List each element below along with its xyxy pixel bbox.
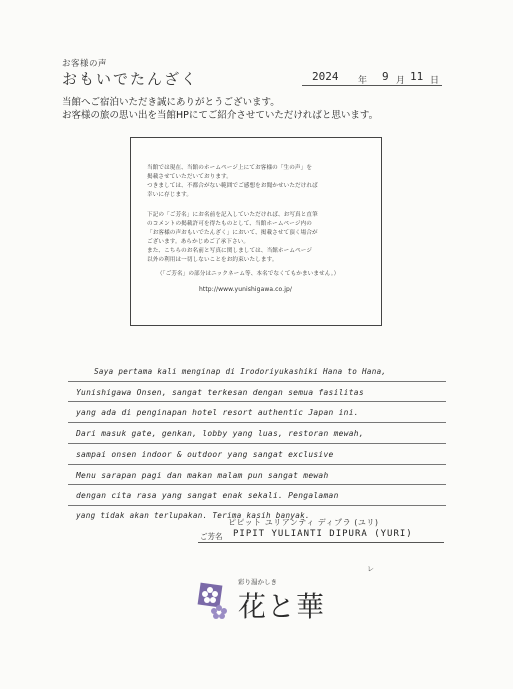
notice-line: また、こちらのお名前と写真に関しましては、当館ホームページ (147, 248, 313, 254)
date-field (302, 70, 442, 86)
notice-line: 「お客様の声おもいでたんざく」において、掲載させて頂く場合が (147, 230, 318, 236)
message-line: Saya pertama kali menginap di Irodoriyukashiki Hana to Hana, (94, 367, 387, 376)
name-label: ご芳名 (200, 532, 223, 541)
message-line: Menu sarapan pagi dan makan malam pun sangat mewah (76, 471, 329, 480)
ruled-line (68, 422, 446, 423)
logo-name: 花と華 (238, 590, 326, 623)
logo-subtitle: 彩り湯かしき (238, 578, 277, 586)
notice-line: 以外の利用は一切しないことをお約束いたします。 (147, 257, 278, 263)
notice-line: 下記の「ご芳名」にお名前を記入していただければ、お写真と直筆 (147, 212, 318, 218)
date-year: 2024 (312, 70, 339, 83)
notice-url: http://www.yunishigawa.co.jp/ (199, 286, 293, 293)
message-line: Dari masuk gate, genkan, lobby yang luas, restoran mewah, (76, 429, 364, 438)
notice-line: ございます。あらかじめご了承下さい。 (147, 239, 250, 245)
stray-mark: レ (367, 565, 374, 573)
flower-logo-icon (197, 582, 237, 622)
notice-note: （「ご芳名」の部分はニックネーム等、本名でなくてもかまいません。） (157, 271, 340, 277)
notice-box (130, 137, 382, 326)
date-day: 11 (410, 70, 424, 83)
notice-line: のコメントの掲載許可を得たものとして、当館ホームページ内の (147, 221, 312, 227)
ruled-line (68, 505, 446, 506)
name-underline (198, 542, 444, 543)
ruled-line (68, 443, 446, 444)
notice-line: 当館では現在、当館のホームページ上にてお客様の「生の声」を (147, 165, 313, 171)
date-month-unit: 月 (396, 76, 406, 86)
notice-line: 幸いに存じます。 (147, 192, 193, 198)
date-day-unit: 日 (430, 76, 440, 86)
ruled-line (68, 381, 446, 382)
date-year-unit: 年 (358, 76, 368, 86)
notice-line: つきましては、不都合がない範囲でご感想をお聞かせいただければ (147, 183, 318, 189)
date-month: 9 (382, 70, 389, 83)
message-line: yang tidak akan terlupakan. Terima kasih banyak. (76, 511, 310, 520)
message-line: dengan cita rasa yang sangat enak sekali. Pengalaman (76, 491, 339, 500)
message-line: yang ada di penginapan hotel resort authentic Japan ini. (76, 408, 359, 417)
notice-line: 掲載させていただいております。 (147, 174, 232, 180)
form-title: おもいでたんざく (62, 70, 199, 88)
thanks-line-1: 当館へご宿泊いただき誠にありがとうございます。 (62, 97, 280, 108)
voice-label: お客様の声 (62, 59, 108, 69)
ruled-line (68, 484, 446, 485)
thanks-line-2: お客様の旅の思い出を当館HPにてご紹介させていただければと思います。 (62, 110, 379, 121)
name-value: PIPIT YULIANTI DIPURA (YURI) (233, 529, 413, 539)
ruled-line (68, 401, 446, 402)
ruled-line (68, 464, 446, 465)
name-reading: ピピット ユリアンティ ディプラ (ユリ) (228, 518, 379, 527)
message-line: sampai onsen indoor & outdoor yang sangat exclusive (76, 450, 334, 459)
message-line: Yunishigawa Onsen, sangat terkesan dengan semua fasilitas (76, 388, 364, 397)
